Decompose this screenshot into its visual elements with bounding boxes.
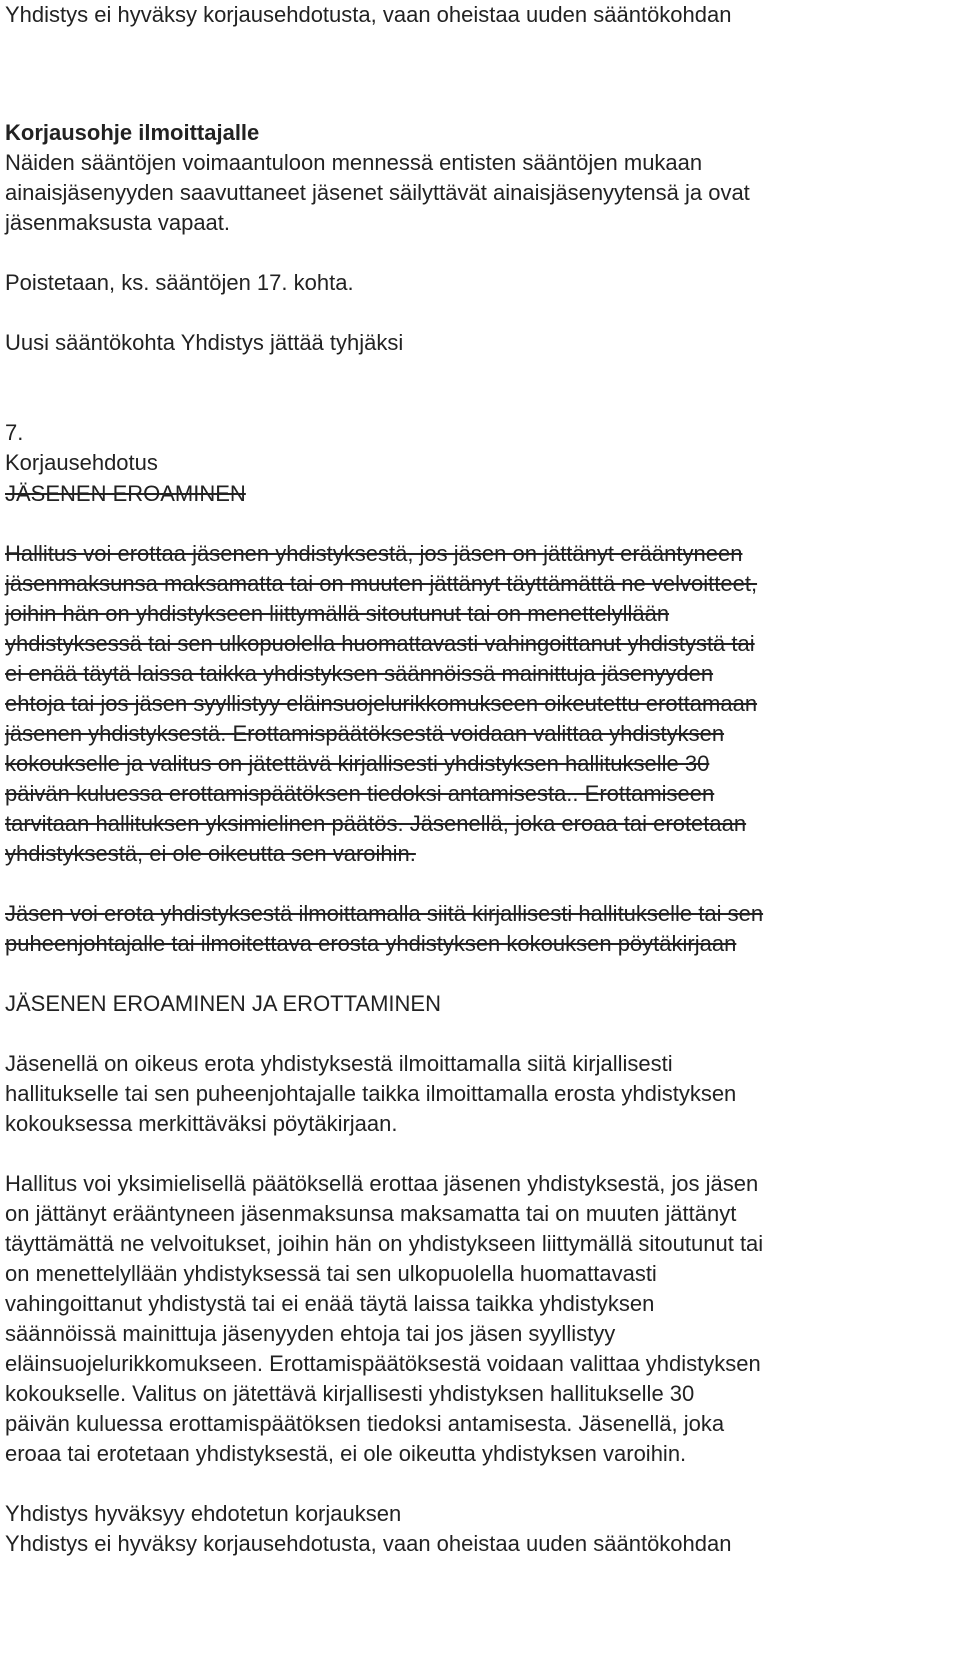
correction-guide-line: jäsenmaksusta vapaat. <box>5 210 231 235</box>
old-paragraph-line: joihin hän on yhdistykseen liittymällä sitoutunut tai on menettelyllään <box>5 601 670 626</box>
old-paragraph-line: puheenjohtajalle tai ilmoitettava erosta yhdistyksen kokouksen pöytäkirjaan <box>5 931 737 956</box>
old-section-title: JÄSENEN EROAMINEN <box>5 481 246 506</box>
decision-line-accept: Yhdistys hyväksyy ehdotetun korjauksen <box>5 1501 402 1526</box>
old-paragraph-line: tarvitaan hallituksen yksimielinen päätös. Jäsenellä, joka eroaa tai erotetaan <box>5 811 747 836</box>
section-number: 7. <box>5 420 24 445</box>
new-paragraph-line: päivän kuluessa erottamispäätöksen tiedoksi antamisesta. Jäsenellä, joka <box>5 1411 725 1436</box>
old-paragraph-line: jäsenmaksunsa maksamatta tai on muuten jättänyt täyttämättä ne velvoitteet, <box>5 571 758 596</box>
removed-note: Poistetaan, ks. sääntöjen 17. kohta. <box>5 270 354 295</box>
new-paragraph-line: vahingoittanut yhdistystä tai ei enää täytä laissa taikka yhdistyksen <box>5 1291 655 1316</box>
section-label: Korjausehdotus <box>5 450 158 475</box>
old-paragraph-line: yhdistyksestä, ei ole oikeutta sen varoihin. <box>5 841 416 866</box>
correction-guide-heading: Korjausohje ilmoittajalle <box>5 120 260 145</box>
old-paragraph-line: Hallitus voi erottaa jäsenen yhdistyksestä, jos jäsen on jättänyt erääntyneen <box>5 541 743 566</box>
correction-guide-line: Näiden sääntöjen voimaantuloon mennessä entisten sääntöjen mukaan <box>5 150 703 175</box>
new-paragraph-line: Jäsenellä on oikeus erota yhdistyksestä ilmoittamalla siitä kirjallisesti <box>5 1051 673 1076</box>
new-paragraph-line: Hallitus voi yksimielisellä päätöksellä erottaa jäsenen yhdistyksestä, jos jäsen <box>5 1171 759 1196</box>
decision-line-reject: Yhdistys ei hyväksy korjausehdotusta, vaan oheistaa uuden sääntökohdan <box>5 1531 732 1556</box>
correction-guide-line: ainaisjäsenyyden saavuttaneet jäsenet säilyttävät ainaisjäsenyytensä ja ovat <box>5 180 750 205</box>
decision-line-top: Yhdistys ei hyväksy korjausehdotusta, vaan oheistaa uuden sääntökohdan <box>5 2 732 27</box>
new-paragraph-line: eroaa tai erotetaan yhdistyksestä, ei ole oikeutta yhdistyksen varoihin. <box>5 1441 687 1466</box>
new-paragraph-line: täyttämättä ne velvoitukset, joihin hän on yhdistykseen liittymällä sitoutunut tai <box>5 1231 764 1256</box>
new-paragraph-line: kokouksessa merkittäväksi pöytäkirjaan. <box>5 1111 398 1136</box>
old-paragraph-line: yhdistyksessä tai sen ulkopuolella huomattavasti vahingoittanut yhdistystä tai <box>5 631 755 656</box>
new-paragraph-line: eläinsuojelurikkomukseen. Erottamispäätöksestä voidaan valittaa yhdistyksen <box>5 1351 761 1376</box>
new-paragraph-line: kokoukselle. Valitus on jätettävä kirjallisesti yhdistyksen hallitukselle 30 <box>5 1381 695 1406</box>
old-paragraph-line: jäsenen yhdistyksestä. Erottamispäätöksestä voidaan valittaa yhdistyksen <box>5 721 725 746</box>
old-paragraph-line: ehtoja tai jos jäsen syyllistyy eläinsuojelurikkomukseen oikeutettu erottamaan <box>5 691 758 716</box>
old-paragraph-line: ei enää täytä laissa taikka yhdistyksen säännöissä mainittuja jäsenyyden <box>5 661 714 686</box>
new-paragraph-line: säännöissä mainittuja jäsenyyden ehtoja tai jos jäsen syyllistyy <box>5 1321 616 1346</box>
new-paragraph-line: on jättänyt erääntyneen jäsenmaksunsa maksamatta tai on muuten jättänyt <box>5 1201 737 1226</box>
new-clause-note: Uusi sääntökohta Yhdistys jättää tyhjäksi <box>5 330 404 355</box>
new-paragraph-line: hallitukselle tai sen puheenjohtajalle taikka ilmoittamalla erosta yhdistyksen <box>5 1081 737 1106</box>
new-section-title: JÄSENEN EROAMINEN JA EROTTAMINEN <box>5 991 441 1016</box>
new-paragraph-line: on menettelyllään yhdistyksessä tai sen ulkopuolella huomattavasti <box>5 1261 657 1286</box>
old-paragraph-line: päivän kuluessa erottamispäätöksen tiedoksi antamisesta.. Erottamiseen <box>5 781 715 806</box>
old-paragraph-line: kokoukselle ja valitus on jätettävä kirjallisesti yhdistyksen hallitukselle 30 <box>5 751 710 776</box>
old-paragraph-line: Jäsen voi erota yhdistyksestä ilmoittamalla siitä kirjallisesti hallitukselle tai sen <box>5 901 764 926</box>
